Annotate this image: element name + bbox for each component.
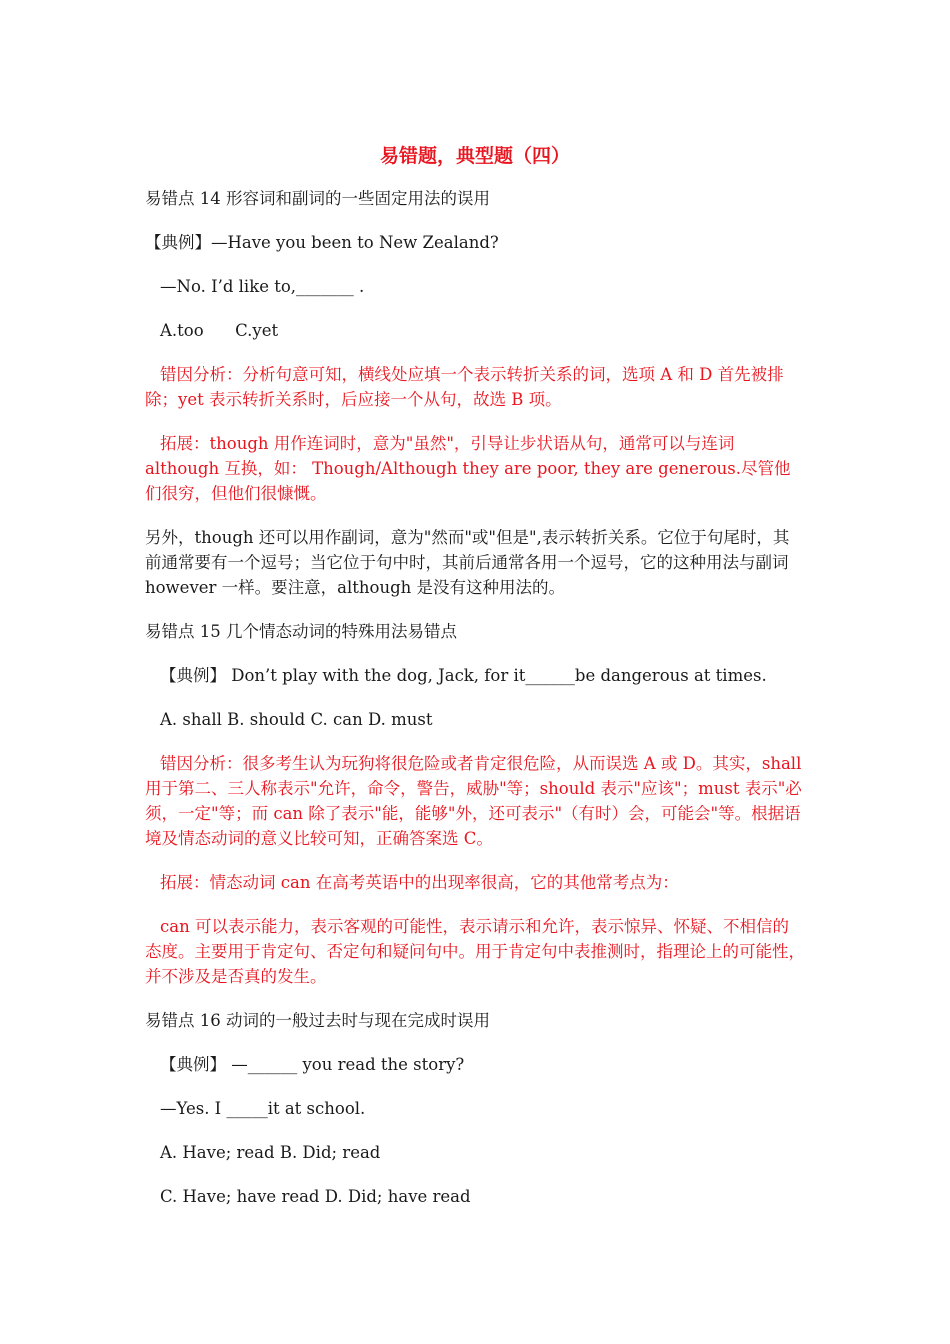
section-14-example-question: 【典例】—Have you been to New Zealand? <box>145 233 499 252</box>
section-16-example-question: 【典例】 —______ you read the story? <box>160 1055 465 1074</box>
section-15-options: A. shall B. should C. can D. must <box>160 710 433 729</box>
section-14-heading: 易错点 14 形容词和副词的一些固定用法的误用 <box>145 189 490 208</box>
section-16-example-answer: —Yes. I _____it at school. <box>160 1099 366 1118</box>
section-16-heading: 易错点 16 动词的一般过去时与现在完成时误用 <box>145 1011 490 1030</box>
section-15-extension-detail: can 可以表示能力，表示客观的可能性，表示请示和允许，表示惊异、怀疑、不相信的态度。主要用于肯定句、否定句和疑问句中。用于肯定句中表推测时，指理论上的可能性，并不涉及是否真的发生。 <box>145 917 805 986</box>
section-16-options-1: A. Have; read B. Did; read <box>160 1143 381 1162</box>
section-15-heading: 易错点 15 几个情态动词的特殊用法易错点 <box>145 622 457 641</box>
section-15-extension: 拓展：情态动词 can 在高考英语中的出现率很高，它的其他常考点为： <box>160 873 679 892</box>
section-15-example-question: 【典例】 Don’t play with the dog, Jack, for it______be dangerous at times. <box>160 666 767 685</box>
section-14-analysis: 错因分析：分析句意可知，横线处应填一个表示转折关系的词，选项 A 和 D 首先被排除；yet 表示转折关系时，后应接一个从句，故选 B 项。 <box>145 365 784 409</box>
section-14-options: A.too C.yet <box>160 321 279 340</box>
section-16-options-2: C. Have; have read D. Did; have read <box>160 1187 471 1206</box>
section-15-analysis: 错因分析：很多考生认为玩狗将很危险或者肯定很危险，从而误选 A 或 D。其实，shall 用于第二、三人称表示"允许，命令，警告，威胁"等；should 表示"应该"；must 表示"必须，一定"等；而 can 除了表示"能，能够"外，还可表示"（有时）会，可能会"等。根据语境及情态动词的意义比较可知，正确答案选 C。 <box>145 754 802 848</box>
page-title: 易错题，典型题（四） <box>379 145 570 167</box>
section-14-extension: 拓展：though 用作连词时，意为"虽然"，引导让步状语从句，通常可以与连词 although 互换，如： Though/Although they are poor, they are generous.尽管他们很穷，但他们很慷慨。 <box>145 434 791 503</box>
section-14-note: 另外，though 还可以用作副词，意为"然而"或"但是",表示转折关系。它位于句尾时，其前通常要有一个逗号；当它位于句中时，其前后通常各用一个逗号，它的这种用法与副词 however 一样。要注意，although 是没有这种用法的。 <box>145 528 790 597</box>
section-14-example-answer: —No. I’d like to,_______ . <box>160 277 365 296</box>
